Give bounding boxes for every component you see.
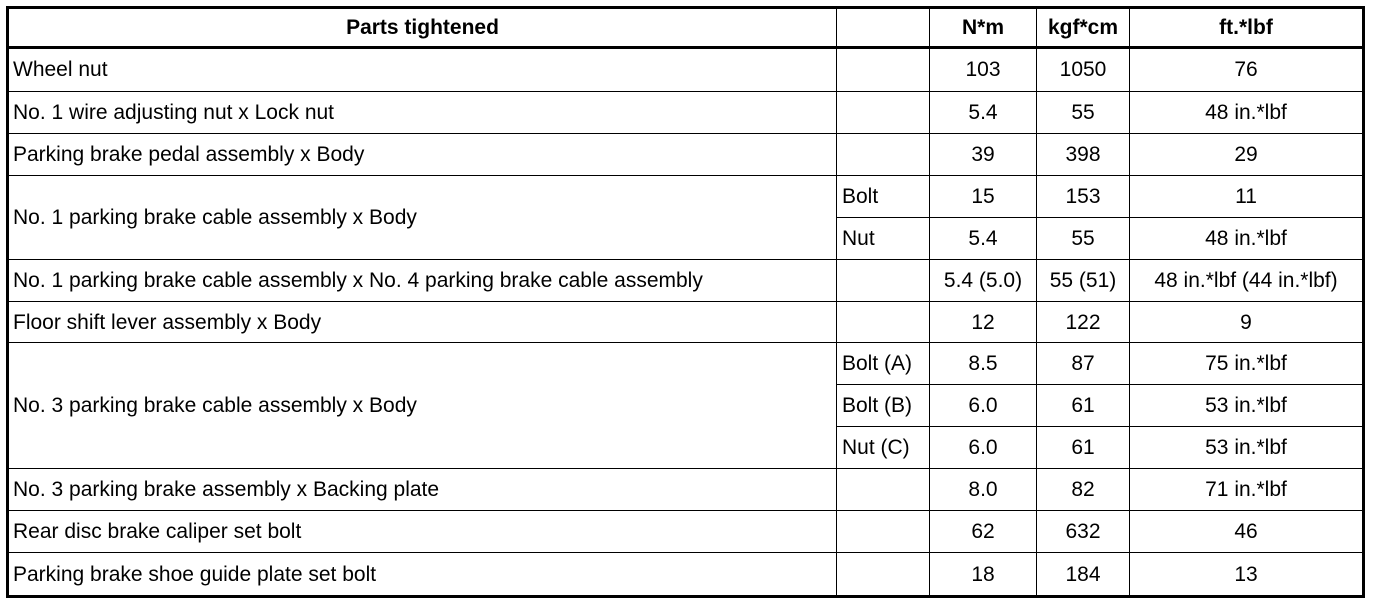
kgfcm-cell: 55 (51) (1037, 259, 1130, 301)
nm-cell: 103 (930, 48, 1037, 92)
header-parts-tightened: Parts tightened (8, 8, 837, 48)
part-cell: No. 1 parking brake cable assembly x No. 4 parking brake cable assembly (8, 259, 837, 301)
fastener-cell (837, 91, 930, 133)
table-row (8, 91, 1364, 133)
part-cell: No. 1 parking brake cable assembly x Body (8, 175, 837, 259)
kgfcm-cell: 398 (1037, 133, 1130, 175)
part-cell: No. 3 parking brake assembly x Backing plate (8, 469, 837, 511)
table-row (8, 301, 1364, 343)
fastener-cell (837, 133, 930, 175)
ftlbf-cell: 76 (1130, 48, 1364, 92)
nm-cell: 5.4 (5.0) (930, 259, 1037, 301)
part-cell: No. 1 wire adjusting nut x Lock nut (8, 91, 837, 133)
part-cell: No. 3 parking brake cable assembly x Body (8, 343, 837, 469)
fastener-cell: Bolt (A) (837, 343, 930, 385)
kgfcm-cell: 122 (1037, 301, 1130, 343)
nm-cell: 8.0 (930, 469, 1037, 511)
table-row (8, 343, 1364, 385)
ftlbf-cell: 29 (1130, 133, 1364, 175)
kgfcm-cell: 55 (1037, 91, 1130, 133)
part-cell: Rear disc brake caliper set bolt (8, 511, 837, 553)
table-row (8, 511, 1364, 553)
nm-cell: 12 (930, 301, 1037, 343)
table-header-row (8, 8, 1364, 48)
ftlbf-cell: 9 (1130, 301, 1364, 343)
nm-cell: 8.5 (930, 343, 1037, 385)
kgfcm-cell: 87 (1037, 343, 1130, 385)
fastener-cell (837, 469, 930, 511)
part-cell: Floor shift lever assembly x Body (8, 301, 837, 343)
nm-cell: 5.4 (930, 217, 1037, 259)
fastener-cell (837, 48, 930, 92)
ftlbf-cell: 11 (1130, 175, 1364, 217)
kgfcm-cell: 1050 (1037, 48, 1130, 92)
ftlbf-cell: 48 in.*lbf (1130, 91, 1364, 133)
table-row (8, 175, 1364, 217)
fastener-cell: Nut (C) (837, 427, 930, 469)
fastener-cell: Bolt (837, 175, 930, 217)
ftlbf-cell: 46 (1130, 511, 1364, 553)
part-cell: Wheel nut (8, 48, 837, 92)
nm-cell: 18 (930, 553, 1037, 597)
kgfcm-cell: 61 (1037, 385, 1130, 427)
ftlbf-cell: 48 in.*lbf (44 in.*lbf) (1130, 259, 1364, 301)
nm-cell: 5.4 (930, 91, 1037, 133)
table-row (8, 133, 1364, 175)
table-row (8, 259, 1364, 301)
kgfcm-cell: 55 (1037, 217, 1130, 259)
ftlbf-cell: 71 in.*lbf (1130, 469, 1364, 511)
ftlbf-cell: 48 in.*lbf (1130, 217, 1364, 259)
fastener-cell (837, 259, 930, 301)
fastener-cell (837, 511, 930, 553)
header-nm: N*m (930, 8, 1037, 48)
table-row (8, 469, 1364, 511)
table-row (8, 553, 1364, 597)
nm-cell: 15 (930, 175, 1037, 217)
ftlbf-cell: 53 in.*lbf (1130, 385, 1364, 427)
header-fastener (837, 8, 930, 48)
fastener-cell: Nut (837, 217, 930, 259)
part-cell: Parking brake pedal assembly x Body (8, 133, 837, 175)
fastener-cell (837, 301, 930, 343)
ftlbf-cell: 53 in.*lbf (1130, 427, 1364, 469)
kgfcm-cell: 184 (1037, 553, 1130, 597)
nm-cell: 6.0 (930, 385, 1037, 427)
header-kgfcm: kgf*cm (1037, 8, 1130, 48)
ftlbf-cell: 75 in.*lbf (1130, 343, 1364, 385)
ftlbf-cell: 13 (1130, 553, 1364, 597)
fastener-cell: Bolt (B) (837, 385, 930, 427)
fastener-cell (837, 553, 930, 597)
kgfcm-cell: 82 (1037, 469, 1130, 511)
nm-cell: 62 (930, 511, 1037, 553)
part-cell: Parking brake shoe guide plate set bolt (8, 553, 837, 597)
kgfcm-cell: 153 (1037, 175, 1130, 217)
nm-cell: 6.0 (930, 427, 1037, 469)
torque-spec-table (6, 6, 1365, 598)
header-ftlbf: ft.*lbf (1130, 8, 1364, 48)
kgfcm-cell: 61 (1037, 427, 1130, 469)
nm-cell: 39 (930, 133, 1037, 175)
table-row (8, 48, 1364, 92)
kgfcm-cell: 632 (1037, 511, 1130, 553)
